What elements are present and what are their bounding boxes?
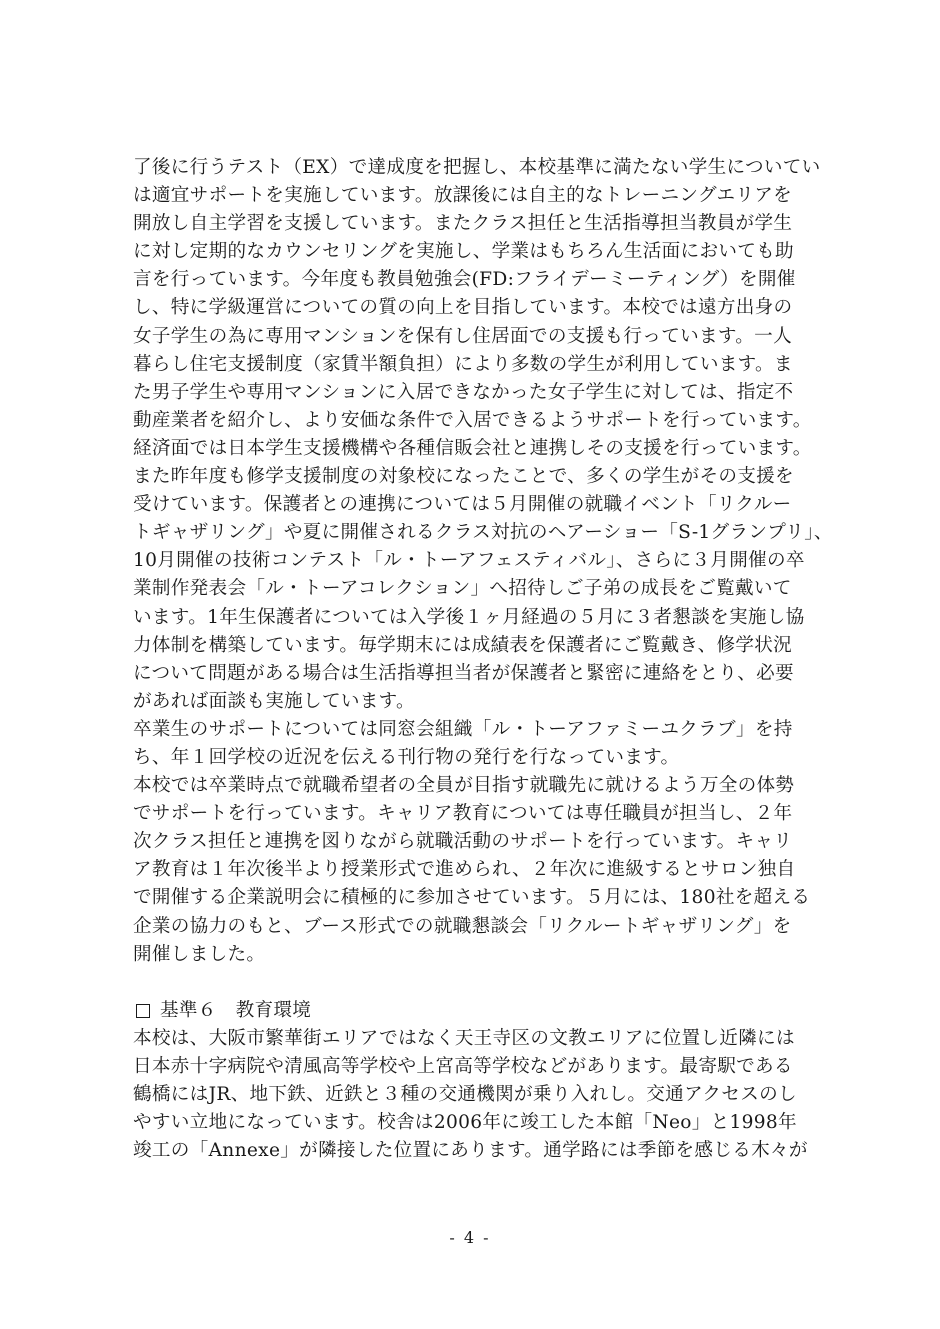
- text-line: 女子学生の為に専用マンションを保有し住居面での支援も行っています。一人: [133, 325, 792, 347]
- page-number: - 4 -: [449, 1228, 491, 1247]
- section-spacer: [133, 969, 813, 997]
- text-line: は適宜サポートを実施しています。放課後には自主的なトレーニングエリアを: [133, 185, 793, 207]
- paragraph-student-support: [133, 154, 833, 716]
- text-line: 受けています。保護者との連携については５月開催の就職イベント「リクルー: [133, 494, 792, 516]
- text-line: でサポートを行っています。キャリア教育については専任職員が担当し、２年: [133, 803, 793, 825]
- text-line: 業制作発表会「ル・トーアコレクション」へ招待しご子弟の成長をご覧戴いて: [133, 578, 792, 600]
- text-line: 鶴橋にはJR、地下鉄、近鉄と３種の交通機関が乗り入れし。交通アクセスのし: [133, 1084, 797, 1106]
- text-line: ち、年１回学校の近況を伝える刊行物の発行を行なっています。: [133, 746, 680, 768]
- checkbox-icon: [136, 1004, 150, 1018]
- text-line: 本校は、大阪市繁華街エリアではなく天王寺区の文教エリアに位置し近隣には: [133, 1027, 795, 1049]
- section-education-environment: [133, 997, 813, 1166]
- text-line: 動産業者を紹介し、より安価な条件で入居できるようサポートを行っています。: [133, 409, 812, 431]
- section-heading-text: 基準６ 教育環境: [160, 999, 312, 1021]
- text-line: 竣工の「Annexe」が隣接した位置にあります。通学路には季節を感じる木々が: [133, 1140, 808, 1162]
- text-line: 次クラス担任と連携を図りながら就職活動のサポートを行っています。キャリ: [133, 831, 793, 853]
- text-line: 日本赤十字病院や清風高等学校や上宮高等学校などがあります。最寄駅である: [133, 1056, 793, 1077]
- text-line: た男子学生や専用マンションに入居できなかった女子学生に対しては、指定不: [133, 381, 794, 403]
- text-line: があれば面談も実施しています。: [133, 690, 415, 712]
- paragraph-alumni-support: [133, 716, 813, 772]
- text-line: について問題がある場合は生活指導担当者が保護者と緊密に連絡をとり、必要: [133, 662, 794, 684]
- text-line: 10月開催の技術コンテスト「ル・トーアフェスティバル」、さらに３月開催の卒: [133, 550, 805, 572]
- text-line: います。1年生保護者については入学後１ヶ月経過の５月に３者懇談を実施し協: [133, 606, 805, 628]
- paragraph-career-support: [133, 772, 813, 969]
- text-line: ア教育は１年次後半より授業形式で進められ、２年次に進級するとサロン独自: [133, 859, 796, 881]
- text-line: 言を行っています。今年度も教員勉強会(FD:フライデーミーティング）を開催: [133, 269, 796, 291]
- text-line: 経済面では日本学生支援機構や各種信販会社と連携しその支援を行っています。: [133, 437, 812, 459]
- text-line: 力体制を構築しています。毎学期末には成績表を保護者にご覧戴き、修学状況: [133, 634, 793, 656]
- text-line: 開催しました。: [133, 943, 266, 965]
- text-line: に対し定期的なカウンセリングを実施し、学業はもちろん生活面においても助: [133, 241, 794, 263]
- text-line: また昨年度も修学支援制度の対象校になったことで、多くの学生がその支援を: [133, 466, 794, 488]
- text-line: 卒業生のサポートについては同窓会組織「ル・トーアファミーユクラブ」を持: [133, 718, 793, 740]
- text-line: トギャザリング」や夏に開催されるクラス対抗のヘアーショー「S-1グランプリ」、: [133, 522, 833, 544]
- text-line: 本校では卒業時点で就職希望者の全員が目指す就職先に就けるよう万全の体勢: [133, 775, 795, 797]
- text-line: 企業の協力のもと、ブース形式での就職懇談会「リクルートギャザリング」を: [133, 915, 792, 937]
- section-heading: [133, 997, 813, 1025]
- text-line: 暮らし住宅支援制度（家賃半額負担）により多数の学生が利用しています。ま: [133, 353, 793, 375]
- text-line: で開催する企業説明会に積極的に参加させています。５月には、180社を超える: [133, 887, 811, 909]
- page-body: [133, 154, 833, 1165]
- text-line: やすい立地になっています。校舎は2006年に竣工した本館「Neo」と1998年: [133, 1112, 797, 1134]
- text-line: 了後に行うテスト（EX）で達成度を把握し、本校基準に満たない学生についてい: [133, 157, 821, 178]
- text-line: し、特に学級運営についての質の向上を目指しています。本校では遠方出身の: [133, 297, 793, 319]
- text-line: 開放し自主学習を支援しています。またクラス担任と生活指導担当教員が学生: [133, 213, 793, 235]
